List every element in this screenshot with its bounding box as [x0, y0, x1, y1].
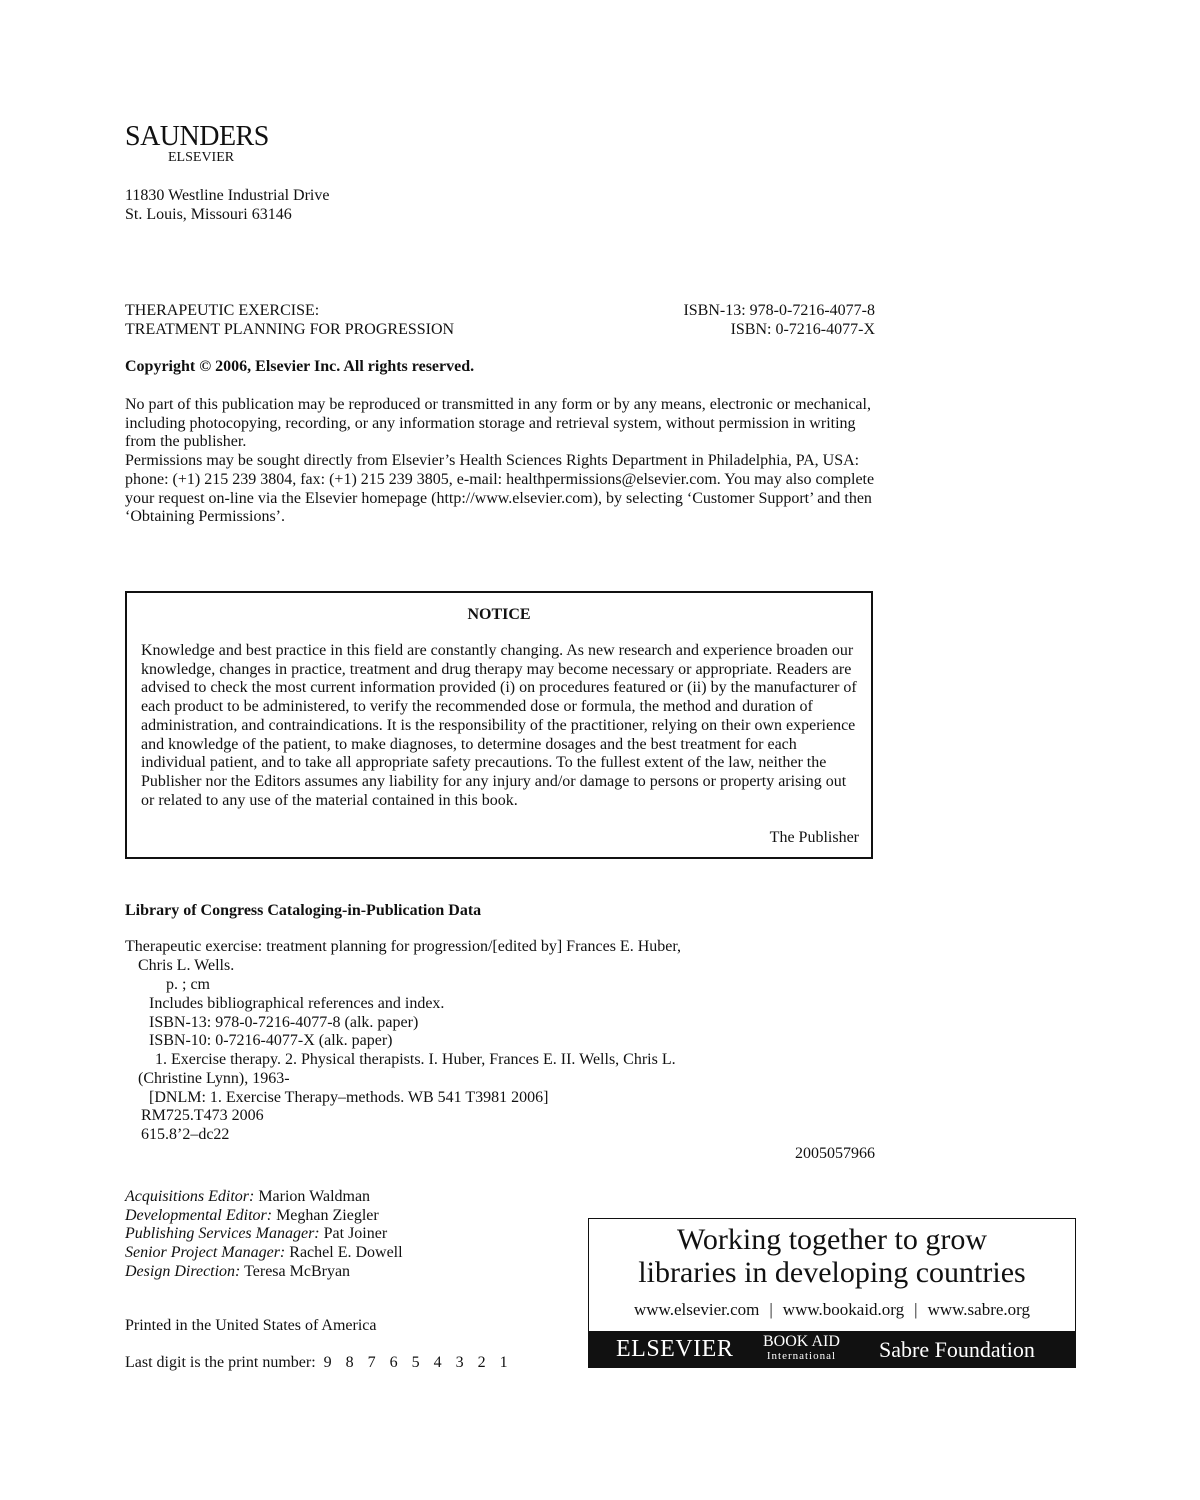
cip-line: 1. Exercise therapy. 2. Physical therapists. I. Huber, Frances E. II. Wells, Chris L. — [155, 1051, 676, 1068]
advert-logo-bar — [589, 1331, 1075, 1367]
notice-signature: The Publisher — [769, 829, 859, 846]
link-separator: | — [914, 1300, 918, 1319]
link-separator: | — [769, 1300, 773, 1319]
advert-headline-line: libraries in developing countries — [638, 1256, 1026, 1289]
notice-body: Knowledge and best practice in this field are constantly changing. As new research and experience broaden our knowledge, changes in practice, treatment and drug therapy may become necessary or appropriate. Readers are advised to check the most current information provided (i) on procedures featured or (ii) by the manufacturer of each product to be administered, to verify the recommended dose or formula, the method and duration of administration, and contraindications. It is the responsibility of the practitioner, relying on their own experience and knowledge of the patient, to make diagnoses, to determine dosages and the best treatment for each individual patient, and to take all appropriate safety precautions. To the fullest extent of the law, neither the Publisher nor the Editors assumes any liability for any injury and/or damage to persons or property arising out or related to any use of the material contained in this book. — [141, 642, 857, 809]
bookaid-logo-sub: International — [766, 1350, 837, 1362]
staff-role: Acquisitions Editor: — [125, 1188, 255, 1205]
advert-headline-line: Working together to grow — [676, 1223, 988, 1256]
print-number-line — [125, 1354, 508, 1373]
cip-line: Includes bibliographical references and index. — [149, 995, 445, 1012]
print-number-label: Last digit is the print number: — [125, 1354, 316, 1371]
cip-line: 615.8’2–dc22 — [141, 1126, 230, 1143]
publisher-address — [125, 187, 329, 224]
copyright-line: Copyright © 2006, Elsevier Inc. All rights reserved. — [125, 358, 475, 375]
staff-row — [125, 1188, 403, 1207]
book-title — [125, 302, 454, 339]
staff-row — [125, 1207, 403, 1226]
publisher-logo: SAUNDERS — [125, 121, 269, 152]
cip-line: (Christine Lynn), 1963- — [138, 1070, 290, 1087]
staff-name: Marion Waldman — [258, 1188, 371, 1205]
staff-role: Senior Project Manager: — [125, 1244, 286, 1262]
isbn-block — [683, 302, 875, 339]
permissions-text: Permissions may be sought directly from Elsevier’s Health Sciences Rights Department in Philadelphia, PA, USA: phone: (+1) 215 239 3804, fax: (+1) 215 239 3805, e-mail: healthpermissions@elsevier.com. You may also complete your request on-line via the Elsevier homepage (http://www.elsevier.com), by selecting ‘Customer Support’ and then ‘Obtaining Permissions’. — [125, 452, 875, 526]
bookaid-logo-name: BOOK AID — [763, 1333, 840, 1350]
book-title-line: TREATMENT PLANNING FOR PROGRESSION — [125, 320, 455, 338]
elsevier-logo: ELSEVIER — [616, 1336, 734, 1362]
advert-links — [589, 1300, 1075, 1320]
link-bookaid[interactable]: www.bookaid.org — [782, 1300, 905, 1319]
rights-statement — [125, 396, 885, 527]
advert-headline — [589, 1223, 1075, 1289]
cip-line: ISBN-13: 978-0-7216-4077-8 (alk. paper) — [149, 1014, 419, 1031]
staff-role: Design Direction: — [125, 1262, 241, 1280]
lccn-number: 2005057966 — [795, 1145, 875, 1162]
staff-name: Teresa McBryan — [244, 1262, 351, 1280]
cip-line: RM725.T473 2006 — [141, 1107, 264, 1124]
staff-row — [125, 1244, 403, 1263]
cip-line: ISBN-10: 0-7216-4077-X (alk. paper) — [149, 1032, 393, 1049]
link-elsevier[interactable]: www.elsevier.com — [633, 1300, 760, 1319]
bookaid-logo — [763, 1334, 840, 1364]
print-number-digits: 9 8 7 6 5 4 3 2 1 — [323, 1354, 508, 1371]
staff-name: Rachel E. Dowell — [289, 1244, 403, 1262]
book-aid-advert — [588, 1218, 1076, 1368]
notice-heading: NOTICE — [467, 606, 531, 623]
address-line: 11830 Westline Industrial Drive — [125, 187, 330, 204]
printed-in: Printed in the United States of America — [125, 1317, 377, 1334]
cip-line: Chris L. Wells. — [138, 957, 235, 974]
rights-text: No part of this publication may be reproduced or transmitted in any form or by any means, electronic or mechanical, including photocopying, recording, or any information storage and retrieval system, without permission in writing from the publisher. — [125, 396, 871, 451]
notice-box — [125, 591, 873, 859]
staff-name: Meghan Ziegler — [276, 1206, 379, 1224]
address-line: St. Louis, Missouri 63146 — [125, 205, 292, 223]
cip-heading: Library of Congress Cataloging-in-Publication Data — [125, 902, 482, 919]
publisher-logo-sub: ELSEVIER — [168, 150, 235, 165]
staff-credits — [125, 1188, 403, 1282]
isbn-13: ISBN-13: 978-0-7216-4077-8 — [683, 302, 875, 319]
staff-role: Publishing Services Manager: — [125, 1225, 320, 1243]
staff-name: Pat Joiner — [323, 1225, 388, 1243]
isbn-10: ISBN: 0-7216-4077-X — [730, 320, 875, 338]
cip-line: Therapeutic exercise: treatment planning for progression/[edited by] Frances E. Huber, — [125, 938, 682, 955]
staff-row — [125, 1225, 403, 1244]
book-title-line: THERAPEUTIC EXERCISE: — [125, 302, 320, 319]
cip-line: p. ; cm — [166, 976, 210, 993]
sabre-logo: Sabre Foundation — [879, 1337, 1035, 1362]
staff-role: Developmental Editor: — [125, 1206, 273, 1224]
cip-line: [DNLM: 1. Exercise Therapy–methods. WB 541 T3981 2006] — [149, 1089, 549, 1106]
link-sabre[interactable]: www.sabre.org — [927, 1300, 1031, 1319]
staff-row — [125, 1263, 403, 1282]
